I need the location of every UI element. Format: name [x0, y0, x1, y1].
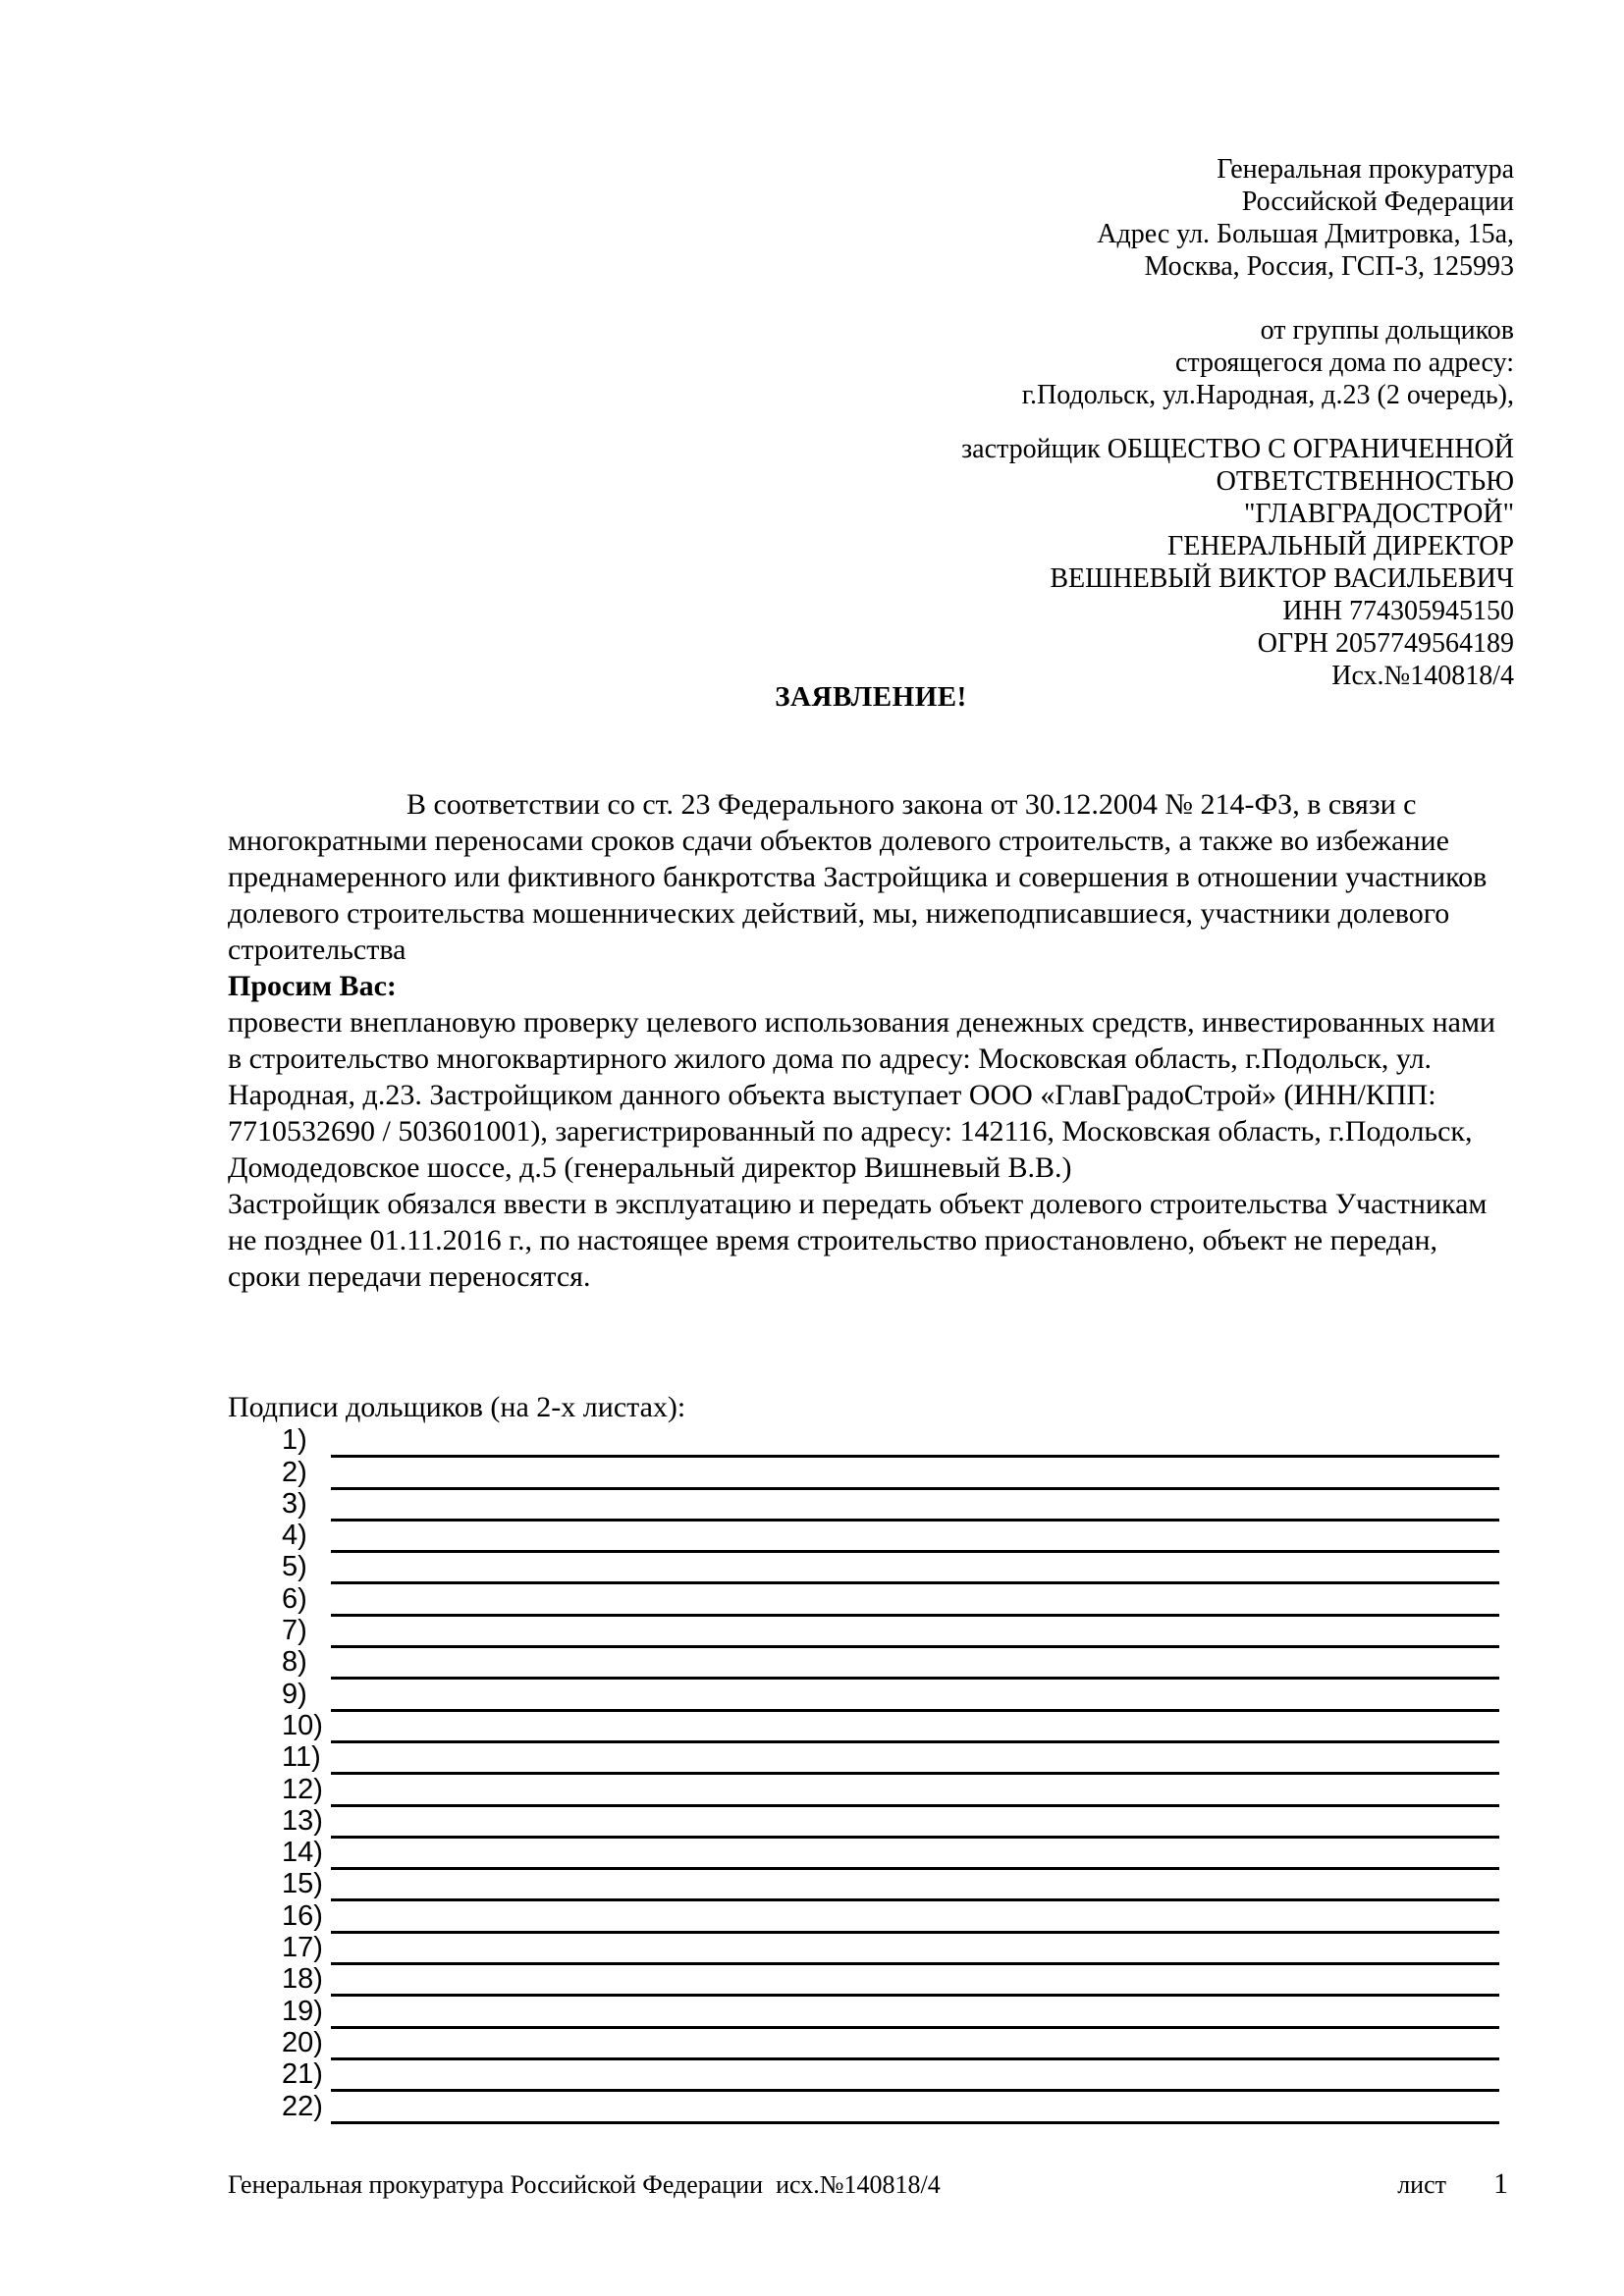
document-body [228, 786, 1514, 1295]
signature-row [228, 1646, 1514, 1683]
signature-number: 18) [282, 1963, 323, 1996]
developer-detail-line: ОГРН 2057749564189 [1257, 628, 1514, 659]
signature-blank-line [331, 1614, 1499, 1617]
signature-row [228, 1582, 1514, 1620]
signature-number: 20) [282, 2026, 323, 2058]
recipient-address-line: Москва, Россия, ГСП-3, 125993 [1144, 251, 1514, 282]
developer-detail-line: ИНН 774305945150 [1282, 596, 1514, 626]
signature-row [228, 1963, 1514, 2001]
signature-blank-line [331, 2089, 1499, 2092]
signature-blank-line [331, 1550, 1499, 1553]
signature-blank-line [331, 1740, 1499, 1743]
request-label: Просим Вас: [228, 970, 397, 1002]
signatures-section [228, 1390, 1514, 2128]
applicant-line: от группы дольщиков [1260, 315, 1514, 346]
applicant-line: г.Подольск, ул.Народная, д.23 (2 очередь), [1021, 380, 1514, 410]
signature-number: 14) [282, 1837, 323, 1869]
signature-number: 2) [282, 1456, 307, 1488]
signature-blank-line [331, 1709, 1499, 1712]
signature-blank-line [331, 1994, 1499, 1997]
footer-sheet-label: лист [1397, 2170, 1446, 2199]
signature-number: 15) [282, 1868, 323, 1900]
signature-number: 4) [282, 1520, 307, 1552]
signature-blank-line [331, 1455, 1499, 1458]
signature-number: 1) [282, 1424, 307, 1457]
signature-row [228, 2058, 1514, 2096]
developer-detail-line: ОТВЕТСТВЕННОСТЬЮ [1216, 466, 1514, 497]
footer-reference-text: Генеральная прокуратура Российской Федерации исх.№140818/4 [228, 2170, 941, 2199]
signature-number: 6) [282, 1582, 307, 1615]
signature-row [228, 1678, 1514, 1715]
signature-blank-line [331, 2026, 1499, 2029]
signature-blank-line [331, 1804, 1499, 1807]
signature-blank-line [331, 1487, 1499, 1490]
signature-number: 7) [282, 1615, 307, 1647]
signature-row [228, 1424, 1514, 1462]
signature-row [228, 1741, 1514, 1779]
signature-row [228, 1487, 1514, 1525]
signature-blank-line [331, 2057, 1499, 2060]
signature-number: 9) [282, 1678, 307, 1710]
developer-details-block [491, 433, 1514, 692]
signatures-list [228, 1424, 1514, 2128]
developer-detail-line: Исх.№140818/4 [1331, 661, 1514, 691]
signature-number: 5) [282, 1551, 307, 1583]
signature-blank-line [331, 1898, 1499, 1901]
signature-number: 10) [282, 1709, 323, 1741]
recipient-address-line: Российской Федерации [1241, 187, 1514, 217]
signature-number: 11) [282, 1741, 321, 1774]
signature-row [228, 1615, 1514, 1652]
signatures-heading: Подписи дольщиков (на 2-х листах): [228, 1391, 686, 1423]
page-footer [228, 2167, 1514, 2201]
signature-row [228, 1773, 1514, 1810]
signature-blank-line [331, 1581, 1499, 1584]
signature-blank-line [331, 2121, 1499, 2124]
signature-row [228, 1932, 1514, 1969]
applicant-block [491, 314, 1514, 411]
signature-blank-line [331, 1772, 1499, 1775]
signature-row [228, 1709, 1514, 1747]
signature-blank-line [331, 1519, 1499, 1522]
signature-blank-line [331, 1962, 1499, 1965]
signature-number: 21) [282, 2058, 323, 2091]
signature-blank-line [331, 1645, 1499, 1648]
signature-number: 13) [282, 1804, 323, 1837]
recipient-address-block [491, 153, 1514, 283]
signature-row [228, 1899, 1514, 1937]
signature-number: 8) [282, 1646, 307, 1679]
developer-detail-line: "ГЛАВГРАДОСТРОЙ" [1243, 499, 1514, 529]
signature-blank-line [331, 1836, 1499, 1839]
signature-row [228, 2090, 1514, 2127]
footer-page-number: 1 [1493, 2167, 1508, 2200]
signature-row [228, 1837, 1514, 1874]
recipient-address-line: Генеральная прокуратура [1217, 154, 1514, 185]
footer-page-area [1397, 2167, 1514, 2201]
request-body-paragraph: провести внеплановую проверку целевого использования денежных средств, инвестированных нами в строительство многоквартирного жилого дома по адресу: Московская область, г.Подольск, ул. Народная, д.23. Застройщиком данного объекта выступает ООО «ГлавГрадоСтрой» (ИНН/КПП: 7710532690 / 503601001), зарегистрированный по адресу: 142116, Московская область, г.Подольск, Домодедовское шоссе, д.5 (генеральный директор Вишневый В.В.) [228, 1006, 1495, 1184]
signature-row [228, 1456, 1514, 1493]
signature-row [228, 1995, 1514, 2032]
signature-number: 3) [282, 1487, 307, 1520]
signature-number: 17) [282, 1932, 323, 1964]
signature-blank-line [331, 1931, 1499, 1934]
signature-blank-line [331, 1867, 1499, 1870]
signature-row [228, 1551, 1514, 1588]
signature-row [228, 2026, 1514, 2064]
signature-number: 12) [282, 1773, 323, 1805]
signature-number: 19) [282, 1995, 323, 2027]
signature-number: 16) [282, 1899, 323, 1932]
signature-row [228, 1804, 1514, 1842]
status-paragraph: Застройщик обязался ввести в эксплуатацию и передать объект долевого строительства Участникам не позднее 01.11.2016 г., по настоящее время строительство приостановлено, объект не передан, сроки передачи переносятся. [228, 1188, 1488, 1293]
signature-row [228, 1520, 1514, 1557]
signature-row [228, 1868, 1514, 1905]
signature-blank-line [331, 1677, 1499, 1680]
intro-paragraph: В соответствии со ст. 23 Федерального закона от 30.12.2004 № 214-ФЗ, в связи с многократными переносами сроков сдачи объектов долевого строительств, а также во избежание преднамеренного или фиктивного банкротства Застройщика и совершения в отношении участников долевого строительства мошеннических действий, мы, нижеподписавшиеся, участники долевого строительства [228, 788, 1488, 966]
developer-detail-line: застройщик ОБЩЕСТВО С ОГРАНИЧЕННОЙ [961, 434, 1514, 464]
applicant-line: строящегося дома по адресу: [1174, 347, 1514, 378]
document-title: ЗАЯВЛЕНИЕ! [775, 681, 967, 713]
signature-number: 22) [282, 2090, 323, 2122]
developer-detail-line: ВЕШНЕВЫЙ ВИКТОР ВАСИЛЬЕВИЧ [1050, 563, 1514, 594]
developer-detail-line: ГЕНЕРАЛЬНЫЙ ДИРЕКТОР [1167, 531, 1514, 561]
recipient-address-line: Адрес ул. Большая Дмитровка, 15а, [1097, 219, 1514, 249]
